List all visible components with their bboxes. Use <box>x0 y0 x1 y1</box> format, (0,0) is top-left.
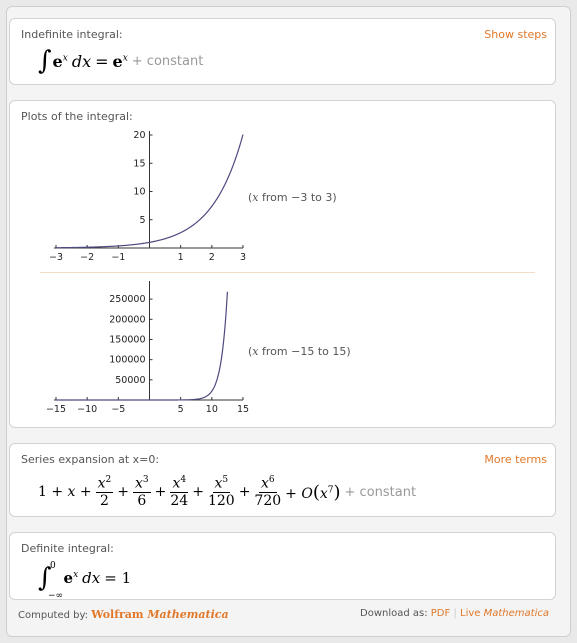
plot1-y-tick-label: 10 <box>133 186 146 198</box>
plot2-x-tick-label: −15 <box>45 404 67 415</box>
plot1-x-tick-label: −1 <box>111 252 126 263</box>
series-expansion-title: Series expansion at x=0: <box>21 453 160 466</box>
show-steps-link[interactable]: Show steps <box>484 28 547 41</box>
definite-integral-formula: ∫ 0 −∞ $e^x$ dx = 1 <box>38 561 132 601</box>
plot1-y-tick-label: 20 <box>133 130 146 141</box>
computed-by-label: Computed by: Wolfram Mathematica <box>18 608 229 621</box>
indefinite-integral-formula: ∫ $e^x$ dx = $e^x$ + constant <box>38 46 204 76</box>
plot1-x-tick-label: −2 <box>80 252 95 263</box>
plot2-x-tick-label: −10 <box>77 404 98 415</box>
plot1-y-tick-label: 15 <box>133 158 146 170</box>
plot2-y-tick-label: 50000 <box>115 374 146 386</box>
plot2-range-label: (x from −15 to 15) <box>248 345 351 358</box>
live-mathematica-link[interactable]: Live Mathematica <box>460 608 549 619</box>
definite-integral-title: Definite integral: <box>21 542 114 555</box>
series-expansion-formula: 1 + x + $\frac{x^2}{2}$ + $\frac{x^3}{6}$ + $\frac{x^4}{24}$ + $\frac{x^5}{120}$ + $\frac{x^6}{720}$ + $O(x^7)$ + constant <box>38 475 417 509</box>
plot-divider <box>40 272 535 273</box>
plot1-x-tick-label: 3 <box>239 252 247 263</box>
plot2-x-tick-label: 5 <box>177 404 184 415</box>
plot2-y-tick-label: 250000 <box>109 294 146 306</box>
plots-title: Plots of the integral: <box>21 110 133 123</box>
indefinite-integral-pod <box>9 18 556 85</box>
plot1-x-tick-label: 1 <box>177 252 184 263</box>
plot2-x-tick-label: 15 <box>236 404 250 415</box>
series-constant-term: + constant <box>344 484 417 500</box>
plot2-y-tick-label: 200000 <box>109 314 146 326</box>
wolfram-mathematica-logo: Wolfram Mathematica <box>91 608 229 621</box>
download-pdf-link[interactable]: PDF <box>430 608 451 619</box>
plots-pod <box>9 100 556 428</box>
plot2-x-tick-label: −5 <box>111 404 126 415</box>
plot1-x-tick-label: −3 <box>48 252 64 263</box>
footer-separator: | <box>453 608 457 619</box>
plot2-y-tick-label: 150000 <box>109 334 146 346</box>
plot1-y-tick-label: 5 <box>139 214 146 226</box>
more-terms-link[interactable]: More terms <box>484 453 547 466</box>
indefinite-integral-title: Indefinite integral: <box>21 28 123 41</box>
constant-term: + constant <box>131 53 204 69</box>
plot1-range-label: (x from −3 to 3) <box>248 191 337 204</box>
definite-integral-pod <box>9 532 556 600</box>
plot2-y-tick-label: 100000 <box>109 354 146 366</box>
download-as-bar: Download as: PDF | Live Mathematica <box>360 608 549 619</box>
plot-x-from-minus15-to-15 <box>28 281 258 423</box>
plot2-x-tick-label: 10 <box>205 404 218 415</box>
plot-x-from-minus3-to-3 <box>28 127 258 277</box>
plot1-x-tick-label: 2 <box>208 252 215 263</box>
series-expansion-pod <box>9 443 556 517</box>
